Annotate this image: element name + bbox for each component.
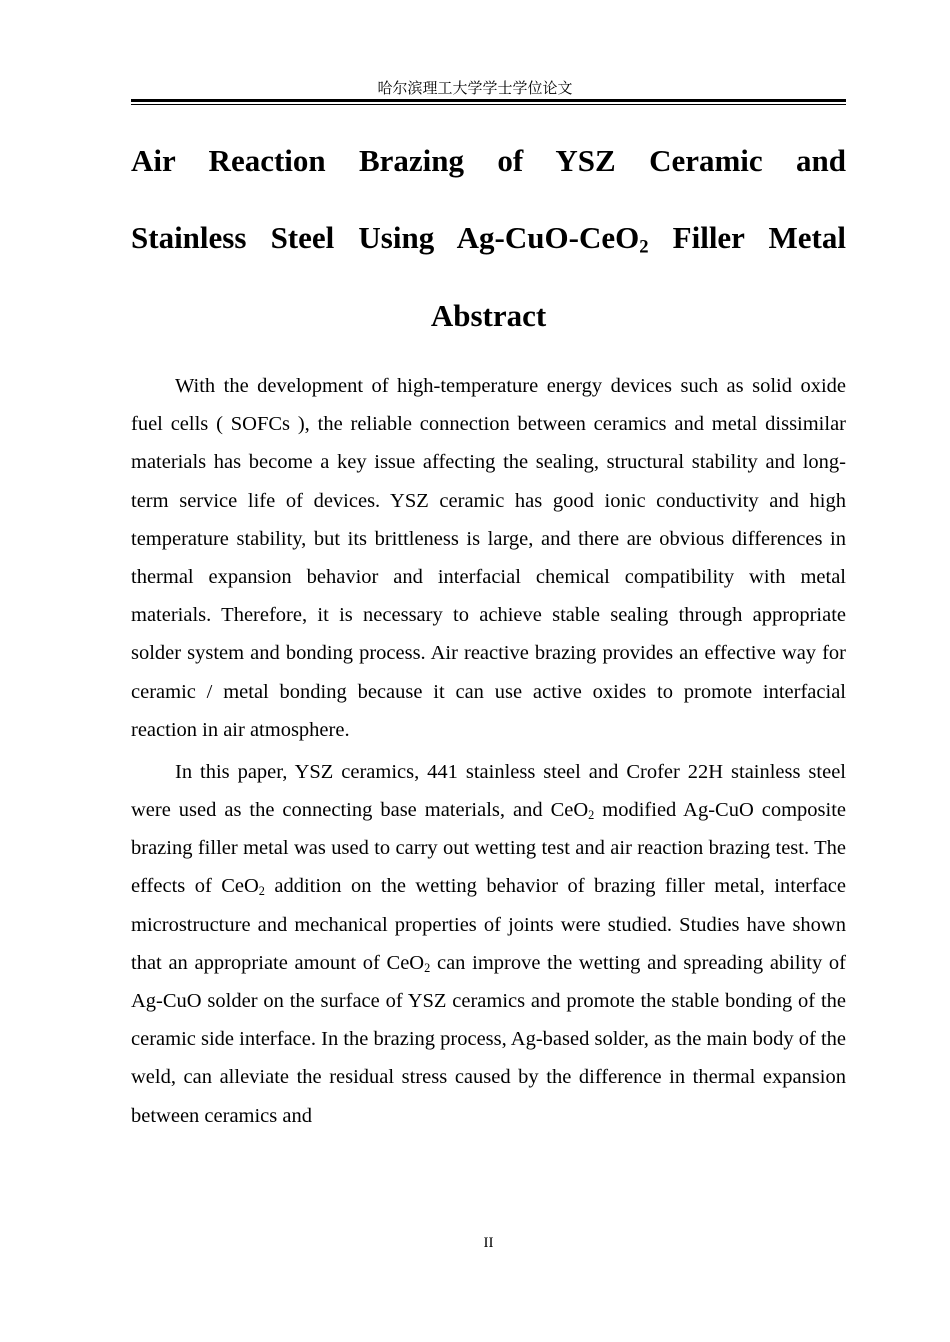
title-line-1: Air Reaction Brazing of YSZ Ceramic and xyxy=(131,143,846,178)
title-line-2 xyxy=(131,199,846,276)
subscript: 2 xyxy=(588,808,595,823)
abstract-paragraph-1: With the development of high-temperature energy devices such as solid oxide fuel cells ( SOFCs ), the reliable connection between ceramics and metal dissimilar materials has become a key issue affecting the sealing, structural stability and long-term service life of devices. YSZ ceramic has good ionic conductivity and high temperature stability, but its brittleness is large, and there are obvious differences in thermal expansion behavior and interfacial chemical compatibility with metal materials. Therefore, it is necessary to achieve stable sealing through appropriate solder system and bonding process. Air reactive brazing provides an effective way for ceramic / metal bonding because it can use active oxides to promote interfacial reaction in air atmosphere. xyxy=(131,375,846,741)
paragraph-2-segment-2: modified Ag-CuO composite brazing filler metal was used to carry out wetting test and air reaction brazing test. The effects of CeO xyxy=(131,799,846,898)
abstract-heading: Abstract xyxy=(430,298,547,333)
running-header: 哈尔滨理工大学学士学位论文 xyxy=(377,79,573,97)
title-subscript: 2 xyxy=(639,236,649,258)
paragraph-2-segment-1: In this paper, YSZ ceramics, 441 stainless steel and Crofer 22H stainless steel were used as the connecting base materials, and CeO xyxy=(131,760,846,822)
title-line-2-tail: Filler Metal xyxy=(648,220,846,255)
paragraph-2-segment-4: can improve the wetting and spreading ability of Ag-CuO solder on the surface of YSZ ceramics and promote the stable bonding of the ceramic side interface. In the brazing process, Ag-based solder, as the main body of the weld, can alleviate the residual stress caused by the difference in thermal expansion between ceramics and xyxy=(131,951,846,1127)
page-number: II xyxy=(483,1235,494,1251)
header-rule xyxy=(131,99,846,105)
subscript: 2 xyxy=(424,960,431,975)
subscript: 2 xyxy=(258,884,265,899)
paragraph-2-segment-3: addition on the wetting behavior of brazing filler metal, interface microstructure and mechanical properties of joints were studied. Studies have shown that an appropriate amount of CeO xyxy=(131,875,846,974)
thesis-title xyxy=(131,122,846,276)
abstract-paragraph-2 xyxy=(131,753,846,1135)
abstract-body xyxy=(131,367,846,1139)
title-line-2-text: Stainless Steel Using Ag-CuO-CeO xyxy=(131,220,640,255)
